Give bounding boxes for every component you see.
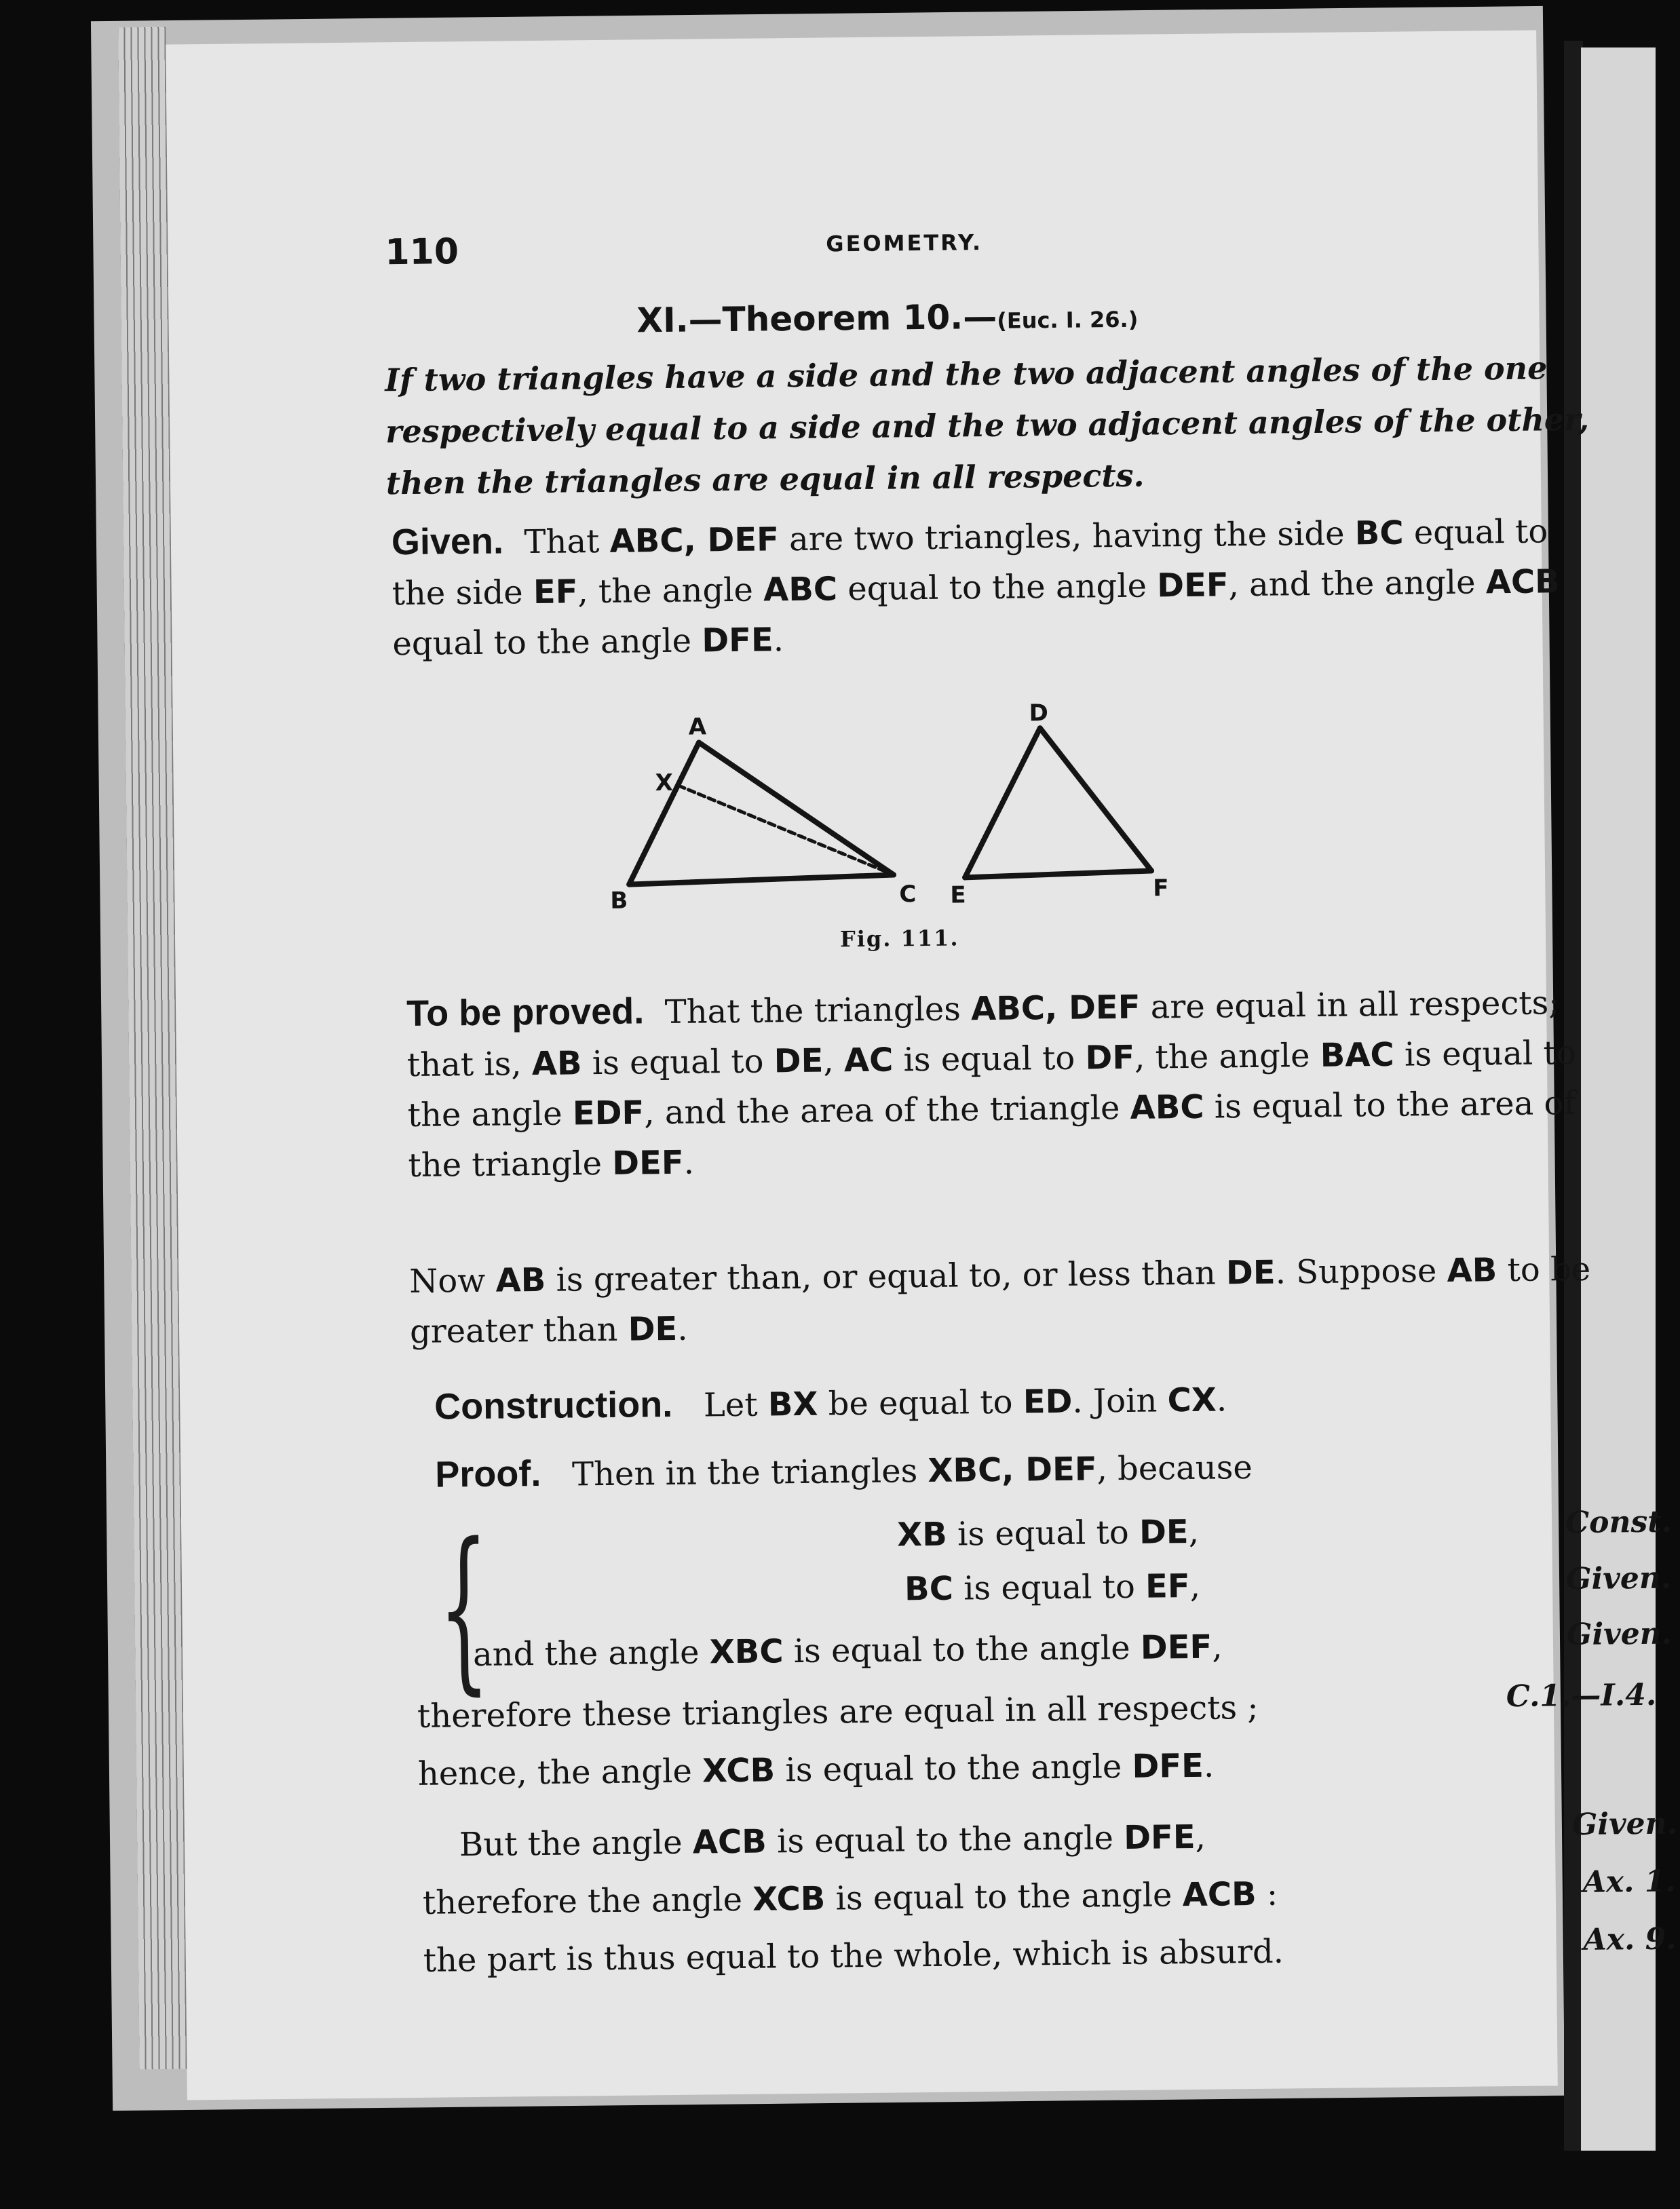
theorem-title-main: XI.—Theorem 10.— [636,296,997,341]
text-run: is equal to the angle [407,1033,1576,1135]
text-run: is equal to the angle [774,1747,1132,1790]
bold-term: ACB [1485,562,1561,602]
label-d: D [1029,699,1049,727]
text-run: , because [1096,1448,1253,1488]
label-b: B [610,887,628,915]
bold-term: DFE [1132,1746,1204,1786]
proof-reason: Const. [1565,1504,1673,1541]
running-title: GEOMETRY. [826,229,983,257]
text-run: That the triangles [664,990,972,1032]
bold-term: AB [1447,1251,1497,1290]
label-a: A [688,713,707,741]
text-run: be equal to [818,1383,1024,1423]
proof-step [423,1933,1284,1980]
supposition-paragraph [409,1244,1624,1357]
figure-caption: Fig. 111. [839,925,959,953]
bold-term: BC [904,1569,954,1609]
proof-reason: Given. [1566,1616,1673,1653]
bold-term: BC [1354,514,1404,553]
construction-text [704,1381,1227,1424]
page-number: 110 [385,231,459,273]
text-run: is equal to [892,1039,1086,1079]
proof-step [423,1875,1278,1922]
bold-term: XBC, DEF [928,1450,1097,1491]
text-run: is equal to [953,1567,1146,1608]
text-run: is equal to the angle [783,1628,1141,1671]
label-f: F [1153,875,1169,902]
text-run: , [1189,1567,1201,1605]
text-run: . [1216,1381,1227,1419]
theorem-title [636,294,1316,340]
proof-paragraph [435,1437,1650,1501]
bold-term: DE [628,1309,678,1349]
bold-term: ABC, DEF [609,520,780,560]
text-run: . [676,1309,688,1348]
to-be-proved-paragraph [406,976,1623,1191]
text-run: , [823,1041,845,1080]
bold-term: ABC [1130,1088,1204,1127]
proof-reason: Given. [1565,1560,1672,1597]
proof-step [417,1689,1259,1735]
proof-reason: Given. [1571,1806,1678,1843]
bold-term: DEF [1140,1628,1213,1667]
text-run: Now [409,1261,496,1301]
proof-reason: C.1.—I.4. [1506,1677,1657,1714]
text-run: , the angle [1134,1036,1321,1077]
text-run: is greater than, or equal to, or less than [545,1254,1227,1299]
supposition-text [409,1250,1590,1351]
text-run: . [683,1143,695,1182]
bold-term: AB [495,1261,546,1300]
theorem-euclid-ref: (Euc. I. 26.) [997,306,1139,334]
book-page [166,31,1678,2100]
bold-term: DE [774,1041,824,1081]
text-run: is equal to the angle [766,1819,1124,1861]
bold-term: ACB [1182,1875,1257,1915]
bold-term: XBC [709,1632,784,1672]
text-run: , [1211,1628,1223,1666]
bold-term: BX [767,1385,818,1424]
text-run: . [1203,1746,1215,1785]
text-run: therefore the angle [422,1880,753,1922]
proof-intro [572,1448,1253,1493]
text-run: equal to the side [392,512,1548,613]
text-run: equal to the angle [392,621,702,664]
text-run: , and the angle [1228,563,1487,604]
bold-term: AC [843,1041,894,1080]
construction-paragraph [434,1369,1649,1434]
curly-brace: { [437,1505,491,1712]
bold-term: EF [1145,1567,1190,1606]
text-run: . Suppose [1275,1251,1447,1292]
bold-term: DEF [611,1143,684,1183]
bold-term: DE [1225,1253,1276,1292]
text-run: . [773,621,784,659]
text-run: is equal to [947,1513,1140,1554]
bold-term: DEF [1156,566,1229,605]
bold-term: DF [1085,1038,1135,1077]
proof-step [459,1818,1206,1864]
proof-reason: Ax. 9. [1583,1921,1677,1957]
label-x: X [655,769,674,797]
bold-term: AB [531,1044,582,1083]
bold-term: DFE [702,621,774,660]
proof-reason: Ax. 1. [1582,1864,1676,1900]
text-run: hence, the angle [417,1752,703,1793]
text-run: to be greater than [409,1250,1591,1351]
text-run: the part is thus equal to the whole, which is absurd. [423,1932,1284,1980]
theorem-enunciation: If two triangles have a side and the two adjacent angles of the one respectively equal to a side and the two adjacent angles of the other, then the triangles are equal in all respects. [385,349,1590,502]
label-c: C [899,881,917,908]
text-run: . Join [1072,1381,1168,1421]
bold-term: XB [896,1515,948,1554]
bold-term: CX [1167,1381,1217,1420]
text-run: , the angle [577,571,764,611]
bold-term: ABC, DEF [970,988,1141,1029]
bold-term: EDF [572,1094,645,1133]
given-paragraph [392,504,1607,669]
text-run: But the angle [459,1823,693,1864]
bold-term: DFE [1123,1818,1196,1858]
bold-term: ED [1023,1382,1073,1421]
label-e: E [950,881,966,909]
text-run: is equal to the angle [825,1876,1183,1918]
construction-heading: Construction. [434,1383,673,1427]
bold-term: BAC [1320,1035,1395,1075]
text-run: and the angle [472,1633,710,1674]
proof-step [418,1747,1215,1793]
given-heading: Given. [391,520,504,563]
text-run: are two triangles, having the side [778,514,1356,559]
figure-111 [593,682,1206,915]
text-run: is equal to the area of the triangle [408,1083,1576,1185]
given-text [392,512,1560,663]
text-run: That [524,522,610,562]
text-run: , and the area of the triangle [643,1088,1130,1132]
text-run: equal to the angle [837,566,1158,609]
bold-term: DE [1139,1512,1189,1552]
bold-term: XCB [702,1751,776,1790]
text-run: is equal to [581,1042,775,1083]
proof-step [904,1567,1200,1609]
text-run: therefore these triangles are equal in all respects ; [417,1688,1259,1735]
proof-step [897,1513,1199,1554]
bold-term: ACB [692,1822,767,1862]
text-run: , [1188,1512,1200,1551]
triangle-abc [628,741,894,885]
triangle-def [963,727,1151,878]
text-run: Let [703,1385,769,1425]
text-run: are equal in all respects; that is, [406,984,1560,1085]
bold-term: XCB [752,1879,826,1919]
text-run: , [1195,1818,1206,1856]
proof-step [473,1628,1223,1674]
text-run: Then in the triangles [571,1452,928,1494]
bold-term: EF [533,573,578,612]
proof-heading: Proof. [434,1453,541,1495]
to-be-proved-heading: To be proved. [406,991,645,1035]
text-run: : [1256,1875,1278,1913]
bold-term: ABC [763,570,838,609]
